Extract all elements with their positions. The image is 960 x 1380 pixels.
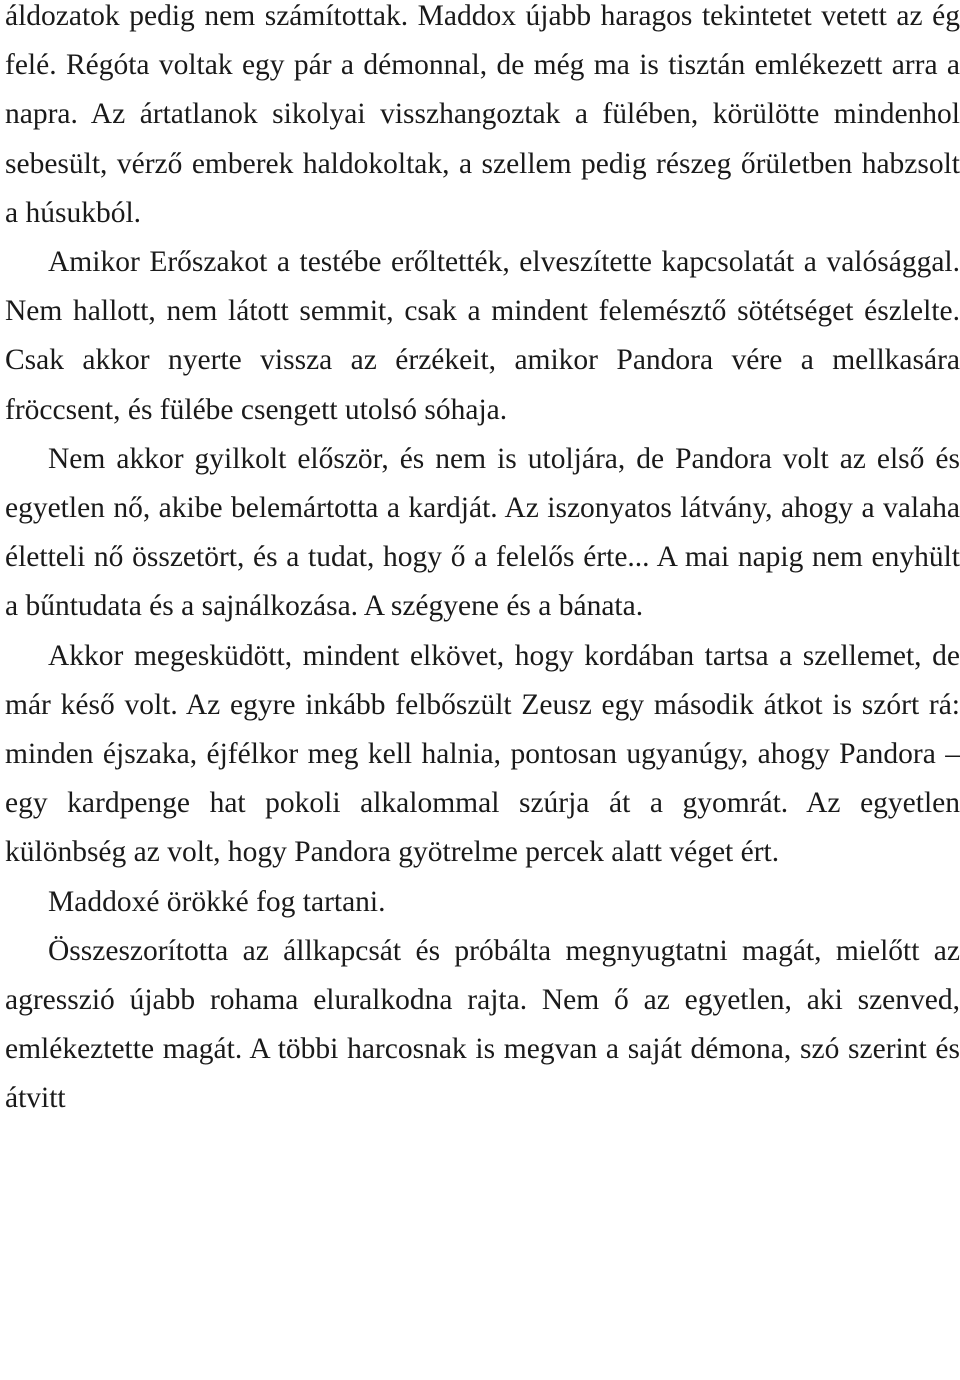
paragraph-2: Amikor Erőszakot a testébe erőltették, elveszítette kapcsolatát a valósággal. Nem hallott, nem látott semmit, csak a mindent felemésztő sötétséget észlelte. Csak akkor nyerte vissza az érzékeit, amikor Pandora vére a mellkasára fröccsent, és fülébe csengett utolsó sóhaja.: [5, 246, 960, 426]
paragraph-1: áldozatok pedig nem számítottak. Maddox újabb haragos tekintetet vetett az ég felé. Régóta voltak egy pár a démonnal, de még ma is tisztán emlékezett arra a napra. Az ártatlanok sikolyai visszhangoztak a fülében, körülötte mindenhol sebesült, vérző emberek haldokoltak, a szellem pedig részeg őrületben habzsolt a húsukból.: [5, 0, 960, 229]
paragraph-3: Nem akkor gyilkolt először, és nem is utoljára, de Pandora volt az első és egyetlen nő, akibe belemártotta a kardját. Az iszonyatos látvány, ahogy a valaha életteli nő összetört, és a tudat, hogy ő a felelős érte... A mai napig nem enyhült a bűntudata és a sajnálkozása. A szégyene és a bánata.: [5, 442, 960, 623]
paragraph-6: Összeszorította az állkapcsát és próbálta megnyugtatni magát, mielőtt az agresszió újabb rohama eluralkodna rajta. Nem ő az egyetlen, aki szenved, emlékeztette magát. A többi harcosnak is megvan a saját démona, szó szerint és átvitt: [5, 934, 960, 1115]
paragraph-5: Maddoxé örökké fog tartani.: [48, 885, 386, 918]
paragraph-4: Akkor megesküdött, mindent elkövet, hogy kordában tartsa a szellemet, de már késő volt. Az egyre inkább felbőszült Zeusz egy második átkot is szórt rá: minden éjszaka, éjfélkor meg kell halnia, pontosan ugyanúgy, ahogy Pandora – egy kardpenge hat pokoli alkalommal szúrja át a gyomrát. Az egyetlen különbség az volt, hogy Pandora gyötrelme percek alatt véget ért.: [5, 639, 960, 869]
document-page: [5, 0, 960, 1124]
